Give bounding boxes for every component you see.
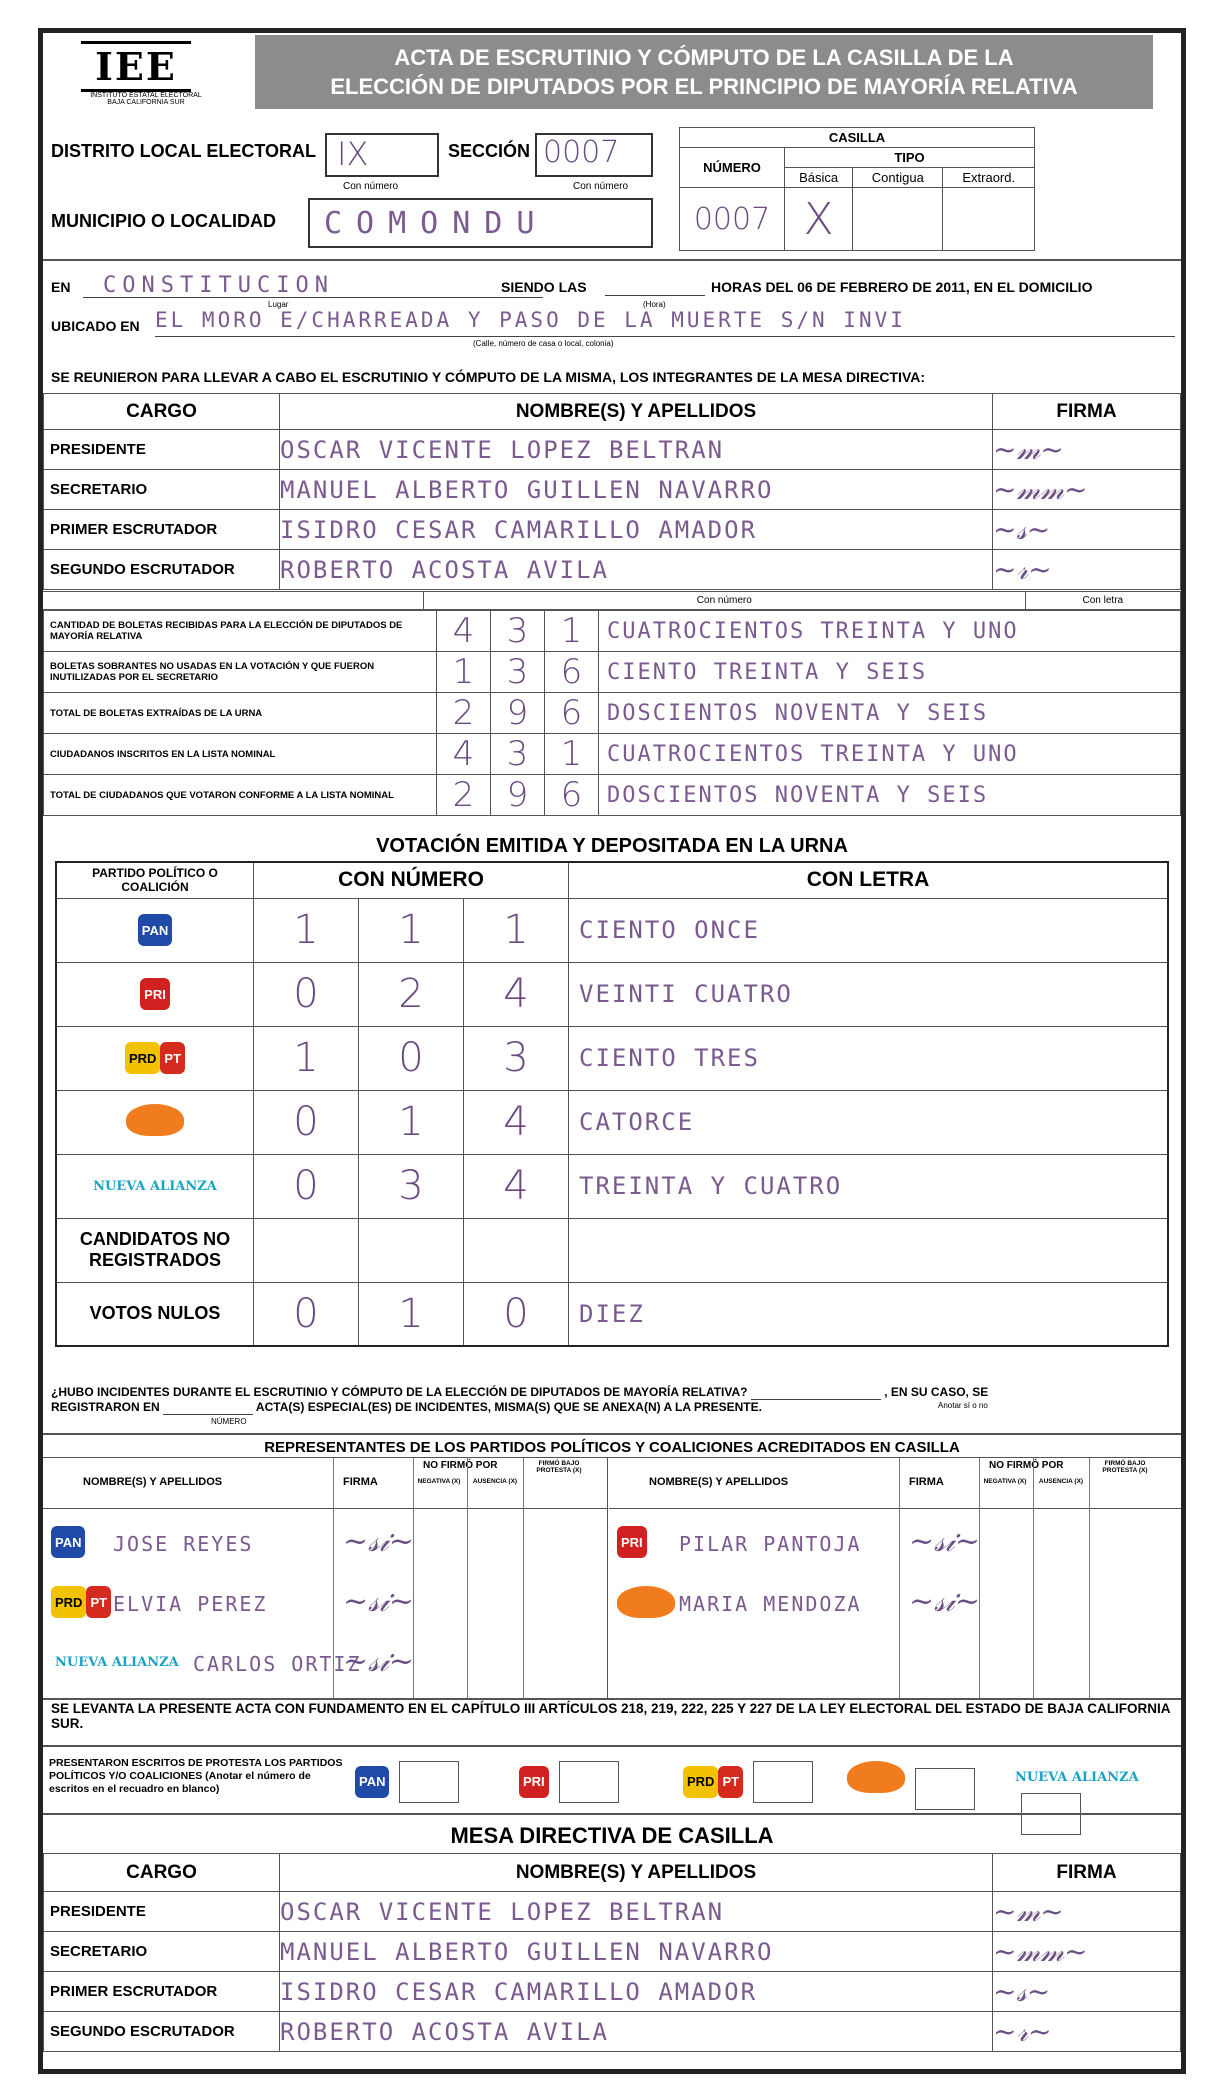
boletas-d1[interactable]: 2 [437, 775, 491, 816]
no-registrados-label: CANDIDATOS NO REGISTRADOS [56, 1218, 254, 1282]
escritos-alianza-logo: NUEVA ALIANZA [1011, 1761, 1143, 1793]
rep-nofirmo-h: NO FIRMÓ POR [423, 1460, 498, 1471]
firma-presidente[interactable]: ~𝓂~ [993, 430, 1181, 470]
mesa2-firma-segundo[interactable]: ~𝓇~ [993, 2012, 1181, 2052]
vot-letra[interactable]: VEINTI CUATRO [569, 962, 1169, 1026]
mesa2-cargo-primer: PRIMER ESCRUTADOR [44, 1972, 280, 2012]
vot-d1[interactable]: 0 [254, 1090, 359, 1154]
rep-name[interactable]: PILAR PANTOJA [679, 1532, 862, 1556]
incidentes-caso: , EN SU CASO, SE [884, 1385, 989, 1399]
rep-ausencia-h: AUSENCIA (X) [472, 1478, 518, 1485]
municipio-label: MUNICIPIO O LOCALIDAD [51, 211, 276, 231]
rep-name[interactable]: ELVIA PEREZ [113, 1592, 268, 1616]
vot-d3[interactable]: 4 [464, 962, 569, 1026]
boletas-letra[interactable]: CIENTO TREINTA Y SEIS [599, 652, 1181, 693]
boletas-d3[interactable]: 6 [545, 652, 599, 693]
actas-numero-field[interactable] [163, 1400, 253, 1415]
boletas-d2[interactable]: 3 [491, 611, 545, 652]
boletas-d1[interactable]: 2 [437, 693, 491, 734]
boletas-d2[interactable]: 3 [491, 652, 545, 693]
nombre-secretario[interactable]: MANUEL ALBERTO GUILLEN NAVARRO [280, 470, 993, 510]
con-numero-header: CON NÚMERO [254, 862, 569, 898]
rep-protesta-h: FIRMÓ BAJO PROTESTA (X) [536, 1460, 582, 1474]
rep-alianza-logo: NUEVA ALIANZA [51, 1646, 183, 1678]
reunieron-text: SE REUNIERON PARA LLEVAR A CABO EL ESCRUTINIO Y CÓMPUTO DE LA MISMA, LOS INTEGRANTES DE LA MESA DIRECTIVA: [51, 369, 926, 385]
ubicado-label: UBICADO EN [51, 318, 140, 334]
rep-firma-h: FIRMA [909, 1476, 944, 1488]
firma-secretario[interactable]: ~𝓂𝓂~ [993, 470, 1181, 510]
nombre-primer[interactable]: ISIDRO CESAR CAMARILLO AMADOR [280, 510, 993, 550]
boletas-d3[interactable]: 6 [545, 775, 599, 816]
representantes-block [43, 1457, 1181, 1700]
column-line [979, 1458, 980, 1698]
mesa2-nombre-secretario[interactable]: MANUEL ALBERTO GUILLEN NAVARRO [280, 1932, 993, 1972]
nombre-presidente[interactable]: OSCAR VICENTE LOPEZ BELTRAN [280, 430, 993, 470]
casilla-label: CASILLA [680, 128, 1035, 148]
party-cell [56, 1090, 254, 1154]
column-line [413, 1458, 414, 1698]
boletas-table [43, 591, 1181, 816]
party-cell [56, 1026, 254, 1090]
nombre-segundo[interactable]: ROBERTO ACOSTA AVILA [280, 550, 993, 590]
nombre-header: NOMBRE(S) Y APELLIDOS [280, 394, 993, 430]
rep-party [51, 1586, 111, 1618]
boletas-letra[interactable]: CUATROCIENTOS TREINTA Y UNO [599, 611, 1181, 652]
seccion-field[interactable]: 0007 [535, 133, 653, 177]
cargo-header: CARGO [44, 394, 280, 430]
escritos-pan-logo: PAN [355, 1766, 389, 1798]
casilla-numero[interactable]: 0007 [680, 188, 785, 251]
escritos-row [43, 1745, 1181, 1815]
no-reg-d3[interactable] [464, 1218, 569, 1282]
votos-nulos-label: VOTOS NULOS [56, 1282, 254, 1346]
vot-d3[interactable]: 4 [464, 1154, 569, 1218]
column-line [467, 1458, 468, 1698]
tipo-extraord-cell[interactable] [943, 188, 1035, 251]
boletas-letra[interactable]: DOSCIENTOS NOVENTA Y SEIS [599, 693, 1181, 734]
siendo-label: SIENDO LAS [501, 279, 587, 295]
mesa-table [43, 393, 1181, 590]
municipio-field[interactable]: COMONDU [308, 198, 653, 248]
vot-d1[interactable]: 1 [254, 1026, 359, 1090]
vot-d2[interactable]: 0 [359, 1026, 464, 1090]
rep-prd-pt-logo: PRD [51, 1586, 86, 1618]
mesa2-nombre-header: NOMBRE(S) Y APELLIDOS [280, 1854, 993, 1892]
boletas-blank [43, 592, 424, 610]
party-cell [56, 898, 254, 962]
escritos-text: PRESENTARON ESCRITOS DE PROTESTA LOS PARTIDOS POLÍTICOS Y/O COALICIONES (Anotar el número de escritos en el recuadro en blanco) [49, 1757, 343, 1795]
rep-name[interactable]: MARIA MENDOZA [679, 1592, 862, 1616]
logo-sub-2: BAJA CALIFORNIA SUR [107, 99, 185, 106]
vot-prd-pt-logo: PRD [125, 1042, 160, 1074]
boletas-d3[interactable]: 6 [545, 693, 599, 734]
vot-d2[interactable]: 1 [359, 898, 464, 962]
escritos-pri-logo: PRI [519, 1766, 549, 1798]
boletas-letra[interactable]: DOSCIENTOS NOVENTA Y SEIS [599, 775, 1181, 816]
escritos-coalition-logo [847, 1761, 905, 1793]
boletas-d2[interactable]: 9 [491, 693, 545, 734]
iee-logo [81, 41, 211, 113]
numero-hint: NÚMERO [211, 1417, 247, 1426]
escritos-prd-pt-logo: PRD [683, 1766, 718, 1798]
vot-letra[interactable]: TREINTA Y CUATRO [569, 1154, 1169, 1218]
vot-d3[interactable]: 1 [464, 898, 569, 962]
logo-text: IEE [81, 41, 191, 92]
escritos-party [683, 1761, 813, 1803]
nulos-d1[interactable]: 0 [254, 1282, 359, 1346]
rep-nombre-h: NOMBRE(S) Y APELLIDOS [649, 1476, 789, 1488]
vot-d3[interactable]: 3 [464, 1026, 569, 1090]
firma-primer[interactable]: ~𝓈~ [993, 510, 1181, 550]
vot-letra[interactable]: CATORCE [569, 1090, 1169, 1154]
rep-negativa-h: NEGATIVA (X) [983, 1478, 1027, 1485]
party-cell [56, 1154, 254, 1218]
boletas-label: CIUDADANOS INSCRITOS EN LA LISTA NOMINAL [44, 734, 437, 775]
vot-pt-logo: PT [160, 1042, 185, 1074]
tipo-contigua-cell[interactable] [853, 188, 943, 251]
boletas-letra[interactable]: CUATROCIENTOS TREINTA Y UNO [599, 734, 1181, 775]
registraron-label: REGISTRARON EN [51, 1400, 160, 1414]
rep-party [51, 1646, 183, 1678]
nulos-d3[interactable]: 0 [464, 1282, 569, 1346]
tipo-label: TIPO [785, 148, 1035, 168]
cargo-secretario: SECRETARIO [44, 470, 280, 510]
vot-coalition-logo [126, 1104, 184, 1136]
incidentes-answer[interactable] [751, 1385, 881, 1400]
boletas-d1[interactable]: 4 [437, 734, 491, 775]
rep-pan-logo: PAN [51, 1526, 85, 1558]
vot-d2[interactable]: 1 [359, 1090, 464, 1154]
calle-hint: (Calle, número de casa o local, colonia) [473, 339, 614, 348]
divider [43, 259, 1181, 261]
anotar-hint: Anotar sí o no [938, 1401, 988, 1410]
rep-name[interactable]: JOSE REYES [113, 1532, 254, 1556]
hora-field[interactable] [605, 273, 705, 296]
cargo-segundo: SEGUNDO ESCRUTADOR [44, 550, 280, 590]
rep-signature[interactable]: ~𝓈𝒾~ [343, 1584, 414, 1619]
rep-party [617, 1526, 647, 1558]
title-banner [255, 35, 1153, 109]
mesa2-table [43, 1853, 1181, 2052]
rep-nofirmo-h: NO FIRMÓ POR [989, 1460, 1064, 1471]
no-reg-d1[interactable] [254, 1218, 359, 1282]
party-cell [56, 962, 254, 1026]
lugar-hint: Lugar [268, 300, 289, 309]
vot-d1[interactable]: 0 [254, 1154, 359, 1218]
ubicado-field[interactable]: EL MORO E/CHARREADA Y PASO DE LA MUERTE S/N INVI [155, 308, 1175, 337]
vot-alianza-logo: NUEVA ALIANZA [89, 1170, 221, 1202]
vot-pri-logo: PRI [140, 978, 170, 1010]
votacion-table [55, 861, 1169, 1347]
nulos-letra[interactable]: DIEZ [569, 1282, 1169, 1346]
rep-protesta-h: FIRMÓ BAJO PROTESTA (X) [1102, 1460, 1148, 1474]
en-field[interactable]: CONSTITUCION [83, 273, 543, 298]
tipo-basica-mark[interactable]: X [785, 188, 853, 251]
column-line [899, 1458, 900, 1698]
escritos-count-box[interactable] [915, 1768, 975, 1810]
boletas-label: CANTIDAD DE BOLETAS RECIBIDAS PARA LA ELECCIÓN DE DIPUTADOS DE MAYORÍA RELATIVA [44, 611, 437, 652]
rep-nombre-h: NOMBRE(S) Y APELLIDOS [83, 1476, 223, 1488]
rep-row [609, 1518, 1181, 1574]
column-line [523, 1458, 524, 1698]
fundamento-text: SE LEVANTA LA PRESENTE ACTA CON FUNDAMENTO EN EL CAPÍTULO III ARTÍCULOS 218, 219, 222, 225 Y 227 DE LA LEY ELECTORAL DEL ESTADO DE BAJA CALIFORNIA SUR. [51, 1701, 1170, 1731]
seccion-label: SECCIÓN [448, 141, 531, 161]
firma-segundo[interactable]: ~𝓇~ [993, 550, 1181, 590]
mesa2-cargo-presidente: PRESIDENTE [44, 1892, 280, 1932]
rep-signature[interactable]: ~𝓈𝒾~ [343, 1524, 414, 1559]
rep-row [609, 1578, 1181, 1634]
vot-d2[interactable]: 2 [359, 962, 464, 1026]
rep-pri-logo: PRI [617, 1526, 647, 1558]
mesa2-nombre-primer[interactable]: ISIDRO CESAR CAMARILLO AMADOR [280, 1972, 993, 2012]
rep-name[interactable]: CARLOS ORTIZ [193, 1652, 362, 1676]
escritos-count-box[interactable] [399, 1761, 459, 1803]
boletas-numero-h: Con número [424, 592, 1026, 610]
representantes-title: REPRESENTANTES DE LOS PARTIDOS POLÍTICOS Y COALICIONES ACREDITADOS EN CASILLA [43, 1433, 1181, 1456]
con-letra-header: CON LETRA [569, 862, 1169, 898]
vot-d3[interactable]: 4 [464, 1090, 569, 1154]
contigua-label: Contigua [853, 168, 943, 188]
casilla-box [679, 127, 1035, 251]
rep-firma-h: FIRMA [343, 1476, 378, 1488]
escritos-party [847, 1761, 975, 1810]
seccion-hint: Con número [573, 181, 629, 192]
rep-negativa-h: NEGATIVA (X) [417, 1478, 461, 1485]
title-line-1: ACTA DE ESCRUTINIO Y CÓMPUTO DE LA CASILLA DE LA [394, 45, 1014, 70]
mesa2-nombre-segundo[interactable]: ROBERTO ACOSTA AVILA [280, 2012, 993, 2052]
rep-signature[interactable]: ~𝓈𝒾~ [343, 1644, 414, 1679]
mesa2-cargo-secretario: SECRETARIO [44, 1932, 280, 1972]
numero-label: NÚMERO [680, 148, 785, 188]
escritos-party [355, 1761, 459, 1803]
incidentes-q: ¿HUBO INCIDENTES DURANTE EL ESCRUTINIO Y CÓMPUTO DE LA ELECCIÓN DE DIPUTADOS DE MAYORÍA RELATIVA? [51, 1385, 748, 1399]
acta-sheet [38, 28, 1186, 2074]
distrito-hint: Con número [343, 181, 399, 192]
boletas-d2[interactable]: 9 [491, 775, 545, 816]
mesa2-title: MESA DIRECTIVA DE CASILLA [450, 1823, 774, 1848]
cargo-presidente: PRESIDENTE [44, 430, 280, 470]
column-line [333, 1458, 334, 1698]
mesa2-cargo-segundo: SEGUNDO ESCRUTADOR [44, 2012, 280, 2052]
rep-party [51, 1526, 85, 1558]
mesa2-firma-primer[interactable]: ~𝓈~ [993, 1972, 1181, 2012]
basica-label: Básica [785, 168, 853, 188]
vot-letra[interactable]: CIENTO TRES [569, 1026, 1169, 1090]
boletas-label: BOLETAS SOBRANTES NO USADAS EN LA VOTACIÓN Y QUE FUERON INUTILIZADAS POR EL SECRETARIO [44, 652, 437, 693]
rep-ausencia-h: AUSENCIA (X) [1038, 1478, 1084, 1485]
vot-d1[interactable]: 0 [254, 962, 359, 1026]
column-line [1089, 1458, 1090, 1698]
horas-text: HORAS DEL 06 DE FEBRERO DE 2011, EN EL DOMICILIO [711, 279, 1093, 295]
logo-sub-1: INSTITUTO ESTATAL ELECTORAL [90, 92, 202, 99]
firma-header: FIRMA [993, 394, 1181, 430]
rep-right-header [609, 1458, 1181, 1509]
rep-signature[interactable]: ~𝓈𝒾~ [909, 1524, 980, 1559]
vot-pan-logo: PAN [138, 914, 172, 946]
distrito-field[interactable]: IX [325, 133, 439, 177]
mesa2-nombre-presidente[interactable]: OSCAR VICENTE LOPEZ BELTRAN [280, 1892, 993, 1932]
boletas-d3[interactable]: 1 [545, 611, 599, 652]
extraord-label: Extraord. [943, 168, 1035, 188]
boletas-d1[interactable]: 4 [437, 611, 491, 652]
vot-d1[interactable]: 1 [254, 898, 359, 962]
rep-signature[interactable]: ~𝓈𝒾~ [909, 1584, 980, 1619]
actas-text: ACTA(S) ESPECIAL(ES) DE INCIDENTES, MISMA(S) QUE SE ANEXA(N) A LA PRESENTE. [255, 1400, 762, 1414]
rep-party [617, 1586, 675, 1623]
vot-d2[interactable]: 3 [359, 1154, 464, 1218]
boletas-d1[interactable]: 1 [437, 652, 491, 693]
escritos-count-box[interactable] [753, 1761, 813, 1803]
mesa2-firma-presidente[interactable]: ~𝓂~ [993, 1892, 1181, 1932]
no-reg-d2[interactable] [359, 1218, 464, 1282]
mesa2-firma-secretario[interactable]: ~𝓂𝓂~ [993, 1932, 1181, 1972]
escritos-pt-logo: PT [718, 1766, 743, 1798]
en-label: EN [51, 279, 71, 295]
rep-coalition-logo [617, 1586, 675, 1618]
distrito-label: DISTRITO LOCAL ELECTORAL [51, 141, 317, 161]
incidentes-block [51, 1385, 1177, 1415]
nulos-d2[interactable]: 1 [359, 1282, 464, 1346]
vot-letra[interactable]: CIENTO ONCE [569, 898, 1169, 962]
column-line [1033, 1458, 1034, 1698]
no-reg-letra[interactable] [569, 1218, 1169, 1282]
cargo-primer: PRIMER ESCRUTADOR [44, 510, 280, 550]
escritos-count-box[interactable] [559, 1761, 619, 1803]
mesa2-cargo-header: CARGO [44, 1854, 280, 1892]
mesa2-firma-header: FIRMA [993, 1854, 1181, 1892]
title-line-2: ELECCIÓN DE DIPUTADOS POR EL PRINCIPIO DE MAYORÍA RELATIVA [330, 74, 1078, 99]
boletas-letra-h: Con letra [1025, 592, 1180, 610]
boletas-label: TOTAL DE CIUDADANOS QUE VOTARON CONFORME A LA LISTA NOMINAL [44, 775, 437, 816]
boletas-label: TOTAL DE BOLETAS EXTRAÍDAS DE LA URNA [44, 693, 437, 734]
partido-header: PARTIDO POLÍTICO O COALICIÓN [56, 862, 254, 898]
boletas-d3[interactable]: 1 [545, 734, 599, 775]
boletas-d2[interactable]: 3 [491, 734, 545, 775]
escritos-party [519, 1761, 619, 1803]
rep-pt-logo: PT [86, 1586, 111, 1618]
hora-hint: (Hora) [643, 300, 666, 309]
votacion-title: VOTACIÓN EMITIDA Y DEPOSITADA EN LA URNA [376, 835, 848, 857]
